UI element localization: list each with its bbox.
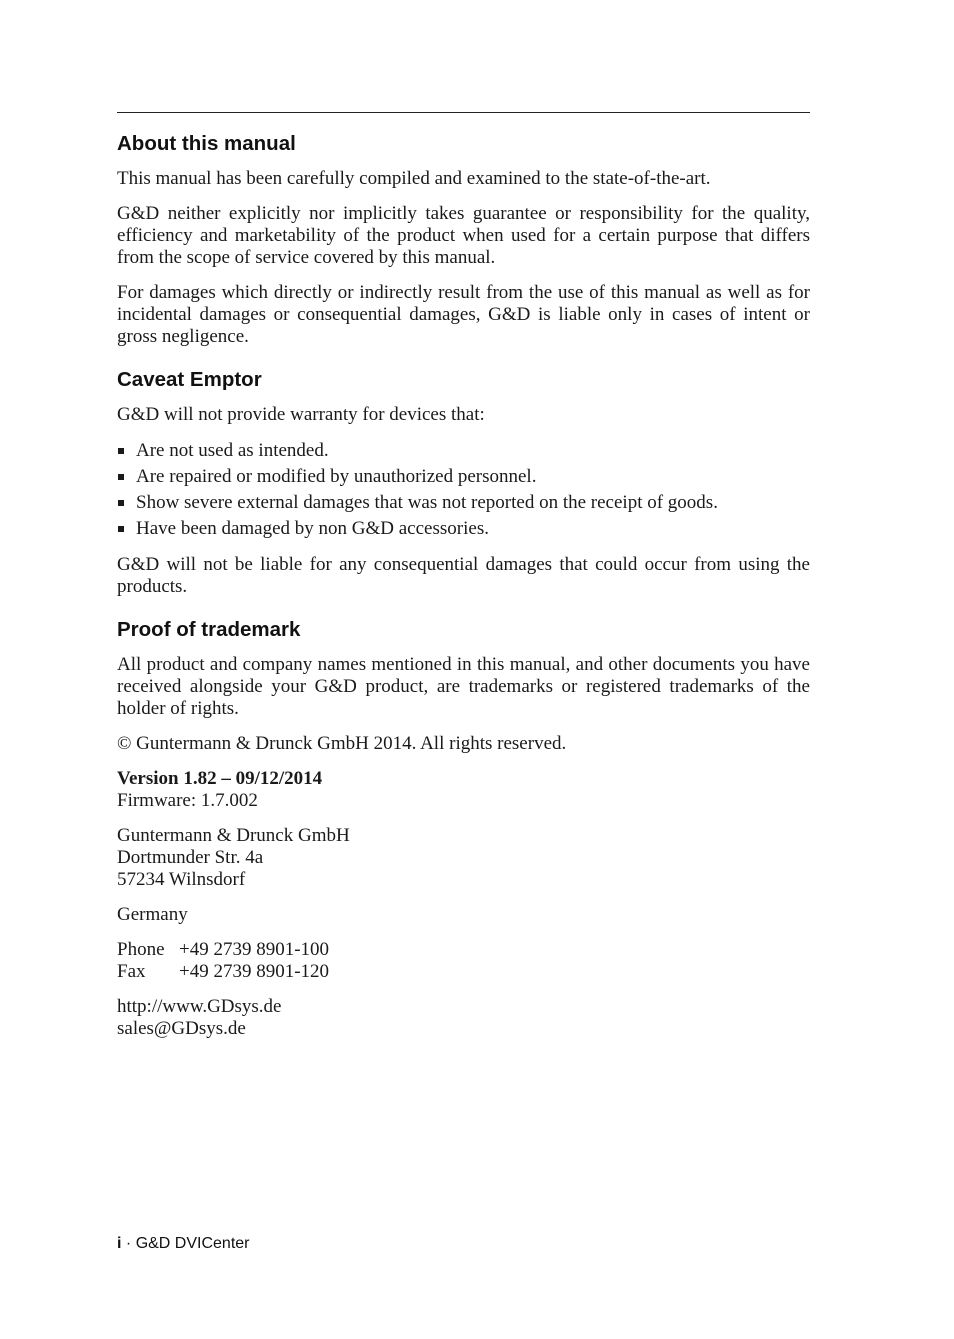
list-item: Have been damaged by non G&D accessories. [117,516,810,542]
city-address: 57234 Wilnsdorf [117,869,246,890]
bullet-square-icon [118,474,124,480]
heading-proof-of-trademark: Proof of trademark [117,618,301,641]
fax-label: Fax [117,961,146,982]
country-block [117,904,810,926]
about-paragraph-3: For damages which directly or indirectly result from the use of this manual as well as for incidental damages or consequential damages, G&D is liable only in cases of intent or gross negligence. [117,282,810,347]
web-block [117,996,810,1040]
about-paragraph-1: This manual has been carefully compiled and examined to the state-of-the-art. [117,168,711,189]
fax-row [117,961,810,983]
website-link[interactable]: http://www.GDsys.de [117,996,282,1017]
address-block [117,825,810,891]
street-address: Dortmunder Str. 4a [117,847,264,868]
page-footer [117,1234,250,1254]
list-item: Are not used as intended. [117,438,810,464]
heading-about-manual: About this manual [117,132,296,155]
list-item: Show severe external damages that was not reported on the receipt of goods. [117,490,810,516]
phone-label: Phone [117,939,165,960]
bullet-square-icon [118,526,124,532]
caveat-closing: G&D will not be liable for any consequential damages that could occur from using the products. [117,554,810,597]
heading-caveat-emptor: Caveat Emptor [117,368,262,391]
country: Germany [117,904,188,925]
top-rule [117,112,810,113]
about-paragraph-2: G&D neither explicitly nor implicitly takes guarantee or responsibility for the quality, efficiency and marketability of the product when used for a certain purpose that differs from the scope of service covered by this manual. [117,203,810,268]
phone-number: +49 2739 8901-100 [179,939,330,960]
phone-row [117,939,810,961]
bullet-square-icon [118,448,124,454]
version-label: Version 1.82 – 09/12/2014 [117,768,323,789]
bullet-square-icon [118,500,124,506]
fax-number: +49 2739 8901-120 [179,961,330,982]
copyright-line: © Guntermann & Drunck GmbH 2014. All rights reserved. [117,733,567,754]
footer-product-name: G&D DVICenter [135,1235,250,1252]
caveat-list [117,438,810,542]
caveat-intro: G&D will not provide warranty for devices that: [117,404,485,425]
page-content [117,112,810,1040]
list-item: Are repaired or modified by unauthorized personnel. [117,464,810,490]
footer-separator: · [125,1235,132,1252]
version-block [117,768,810,812]
phone-fax-block [117,939,810,983]
page-number: i [117,1235,122,1252]
company-name: Guntermann & Drunck GmbH [117,825,350,846]
email-link[interactable]: sales@GDsys.de [117,1018,246,1039]
trademark-paragraph: All product and company names mentioned in this manual, and other documents you have received alongside your G&D product, are trademarks or registered trademarks of the holder of rights. [117,654,810,719]
firmware-label: Firmware: 1.7.002 [117,790,258,811]
